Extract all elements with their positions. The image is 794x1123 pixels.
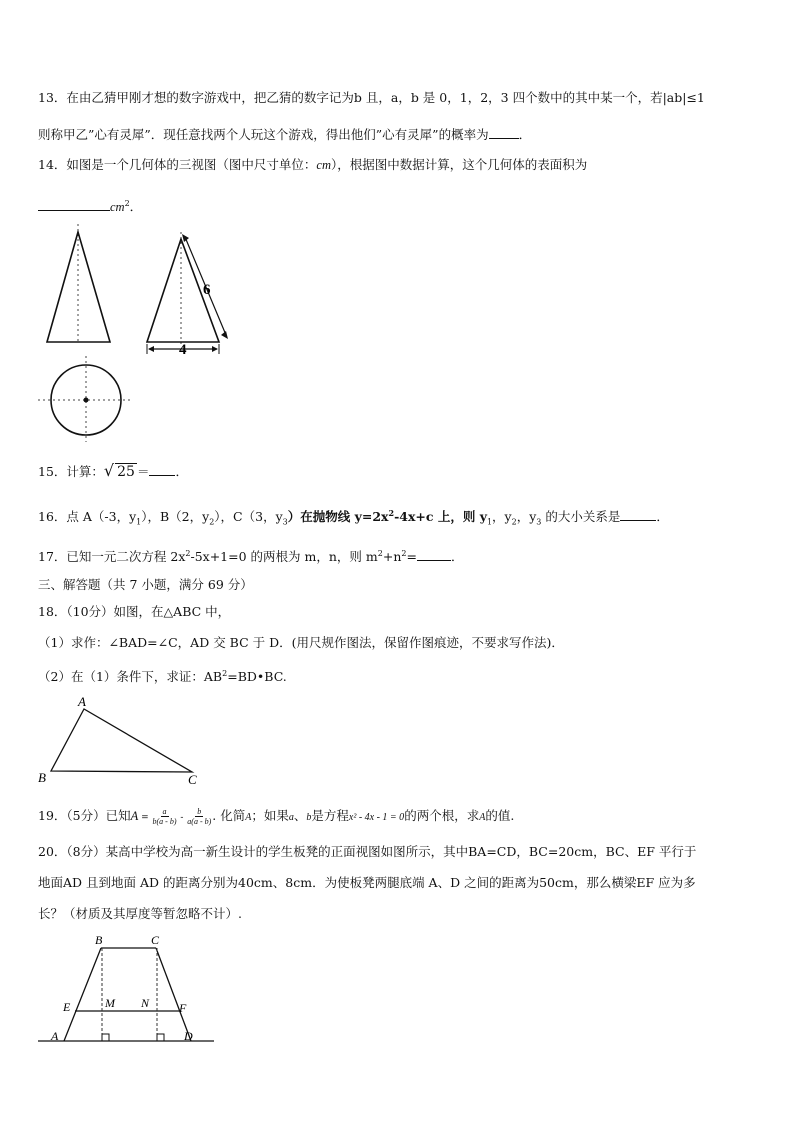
q16-end: ．: [656, 509, 669, 525]
q16-text-a: 16．点 A（-3，y: [38, 509, 137, 525]
q17-sup-2: 2: [377, 549, 383, 558]
q16-sup: 2: [388, 508, 395, 518]
q18-part2: [38, 666, 287, 685]
q14-answer-blank[interactable]: [38, 198, 110, 211]
radical-sign: √: [103, 461, 115, 480]
q20-line1: 20．（8分）某高中学校为高一新生设计的学生板凳的正面视图如图所示，其中BA=CD，BC=20cm，BC、EF 平行于: [38, 844, 697, 859]
q19-f2-num: b: [197, 807, 202, 816]
q18-part2-text: （2）在（1）条件下，求证：AB: [38, 669, 223, 685]
q17-answer-blank[interactable]: [417, 548, 451, 561]
q18-part2-sup: 2: [222, 669, 228, 678]
q19-text-d: 、: [293, 808, 307, 823]
q13-text-1: 13．在由乙猜甲刚才想的数字游戏中，把乙猜的数字记为b 且，a，b 是 0，1，2，3 四个数中的其中某一个，若|a: [38, 90, 675, 105]
q19-f1-num: a: [162, 807, 167, 816]
q15-line: [38, 463, 188, 480]
q15-eq: ＝: [136, 464, 150, 479]
q16-text-c: ），C（3，y: [214, 509, 283, 525]
q17-end: ．: [450, 549, 464, 565]
label-b: B: [95, 933, 103, 947]
q17-line: [38, 546, 463, 565]
q19-text-b: . 化简: [212, 808, 246, 823]
q19-line: [38, 807, 514, 826]
q16-sub-2: 2: [209, 517, 215, 527]
q16-sub-3: 3: [282, 517, 288, 527]
q17-text-c: +n: [382, 549, 402, 565]
triangle-abc: [51, 709, 192, 772]
bench-figure: [36, 930, 218, 1050]
q16-sub-5: 2: [511, 517, 517, 527]
side-view-triangle: [147, 232, 228, 358]
label-f: F: [179, 1001, 187, 1015]
q16-text-e: -4x+c 上，则 y: [394, 509, 487, 525]
q14-unit2-exp: 2: [124, 199, 130, 208]
q13-line1: [38, 90, 705, 106]
q19-var-A3: A: [479, 812, 486, 823]
vertex-b-label: B: [38, 770, 46, 785]
q16-text-d: ）在抛物线 y=2x: [287, 509, 389, 525]
q19-var-a: a: [288, 812, 294, 823]
q19-equation: x² - 4x - 1 = 0: [348, 812, 405, 823]
label-c: C: [151, 933, 160, 947]
q19-minus: -: [177, 813, 187, 823]
q16-text-f: ，y: [492, 509, 512, 525]
q19-fraction-1: [153, 807, 177, 826]
q18-intro: 18．（10分）如图，在△ABC 中，: [38, 604, 231, 619]
label-n: N: [141, 996, 150, 1010]
q13-text-2: 则称甲乙”心有灵犀”．现任意找两个人玩这个游戏，得出他们”心有灵犀”的概率为: [38, 127, 489, 142]
q13-answer-blank[interactable]: [489, 126, 519, 139]
q13-text-1-end: b|≤1: [674, 90, 705, 105]
q14-unit: cm: [316, 158, 331, 172]
q14-text-1: 14．如图是一个几何体的三视图（图中尺寸单位：: [38, 157, 317, 172]
q19-text-e: 是方程: [311, 808, 349, 823]
q14-unit2-end: ．: [129, 199, 143, 215]
q14-line2: [38, 196, 142, 215]
q16-sub-4: 1: [486, 517, 493, 527]
q15-text: 15．计算：: [38, 464, 104, 479]
q15-end: ．: [175, 464, 188, 479]
vertex-a-label: A: [78, 694, 86, 709]
q13-text-2-end: ．: [518, 127, 532, 142]
vertex-c-label: C: [188, 772, 197, 786]
triangle-abc-figure: [36, 694, 206, 786]
q18-part1: （1）求作：∠BAD=∠C，AD 交 BC 于 D．(用尺规作图法，保留作图痕迹，不要求写作法)．: [38, 635, 564, 650]
label-d: D: [184, 1029, 193, 1043]
q19-f2-den: a(a - b): [187, 817, 212, 826]
slant-length-label: 6: [203, 282, 211, 298]
q16-sub-6: 3: [536, 517, 542, 527]
three-view-figure: [36, 222, 248, 444]
q14-text-1-end: ），根据图中数据计算，这个几何体的表面积为: [331, 157, 588, 172]
q16-sub-1: 1: [136, 517, 142, 527]
q16-text-b: ），B（2，y: [141, 509, 210, 525]
q19-var-A: A: [130, 809, 139, 823]
q19-var-b: b: [306, 812, 312, 823]
q19-f1-den: b(a - b): [152, 817, 177, 826]
q17-sup-1: 2: [185, 549, 191, 558]
label-m: M: [105, 996, 115, 1010]
q14-unit2: cm: [110, 200, 125, 215]
q14-line1: [38, 157, 587, 173]
q17-text-a: 17．已知一元二次方程 2x: [38, 549, 186, 565]
q15-radicand: 25: [117, 464, 135, 480]
q16-answer-blank[interactable]: [620, 508, 656, 521]
q18-part2-end: =BD•BC.: [227, 669, 287, 685]
label-a: A: [51, 1029, 59, 1043]
q17-text-b: -5x+1=0 的两根为 m，n，则 m: [190, 549, 378, 565]
right-leg: [156, 948, 191, 1041]
q19-text-c: ；如果: [251, 808, 289, 823]
q16-line: [38, 505, 669, 531]
front-view-triangle: [47, 224, 110, 344]
q19-text-g: 的值.: [485, 808, 515, 823]
q19-fraction-2: [187, 807, 211, 826]
q19-var-A2: A: [245, 812, 252, 823]
q19-eq: =: [138, 813, 152, 823]
left-leg: [64, 948, 101, 1041]
q15-answer-blank[interactable]: [149, 463, 175, 476]
q16-text-g: ，y: [516, 509, 537, 525]
q19-text-f: 的两个根，求: [404, 808, 480, 823]
q17-sup-3: 2: [401, 549, 407, 558]
q17-text-d: =: [406, 549, 417, 565]
label-e: E: [63, 1000, 71, 1014]
q16-text-h: 的大小关系是: [541, 509, 621, 525]
q19-text-a: 19．（5分）已知: [38, 808, 131, 823]
q13-line2: [38, 126, 531, 143]
q20-line3: 长？（材质及其厚度等暂忽略不计）.: [38, 906, 242, 921]
section-heading: 三、解答题（共 7 小题，满分 69 分）: [38, 577, 253, 592]
q20-line2: 地面AD 且到地面 AD 的距离分别为40cm、8cm．为使板凳两腿底端 A、D 之间的距离为50cm，那么横梁EF 应为多: [38, 875, 696, 890]
top-view-circle: [38, 356, 130, 442]
base-length-label: 4: [179, 342, 187, 358]
